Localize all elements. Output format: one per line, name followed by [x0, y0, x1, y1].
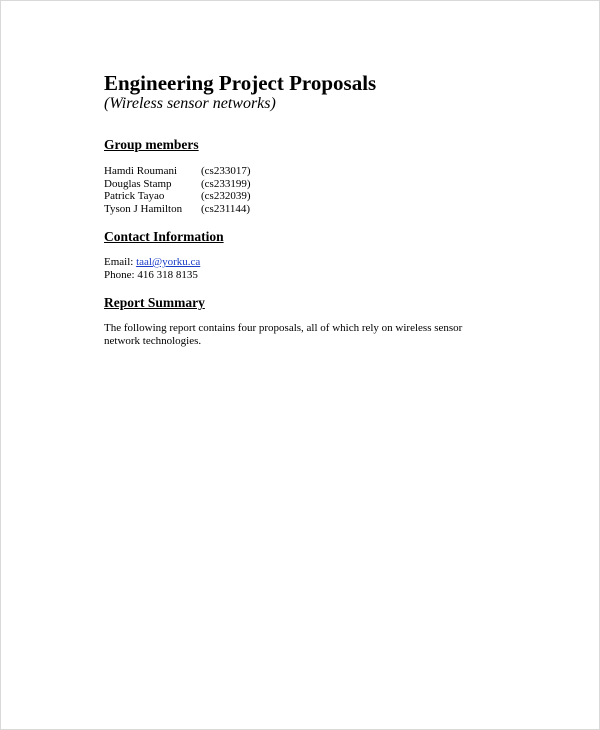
member-name: Hamdi Roumani [104, 165, 178, 177]
member-row [104, 178, 544, 191]
contact-block [104, 256, 544, 281]
member-name: Tyson J Hamilton [104, 202, 183, 215]
member-id: (cs233017) [201, 165, 251, 177]
contact-information-heading: Contact Information [104, 229, 224, 244]
member-row [104, 190, 544, 203]
member-row [104, 203, 544, 216]
report-summary-text: The following report contains four proposals, all of which rely on wireless sensor network technologies. [104, 322, 463, 347]
email-label: Email: [104, 256, 137, 268]
member-name: Douglas Stamp [104, 177, 172, 190]
document-subtitle: (Wireless sensor networks) [104, 95, 276, 112]
phone-line [104, 269, 544, 282]
group-members-heading: Group members [104, 137, 199, 152]
report-summary-heading: Report Summary [104, 295, 205, 310]
email-line [104, 256, 544, 269]
member-id: (cs233199) [201, 177, 251, 190]
member-id: (cs232039) [201, 190, 251, 202]
phone-label: Phone: [104, 268, 138, 281]
document-title: Engineering Project Proposals [104, 71, 377, 95]
member-row [104, 165, 544, 178]
email-link[interactable]: taal@yorku.ca [136, 256, 201, 268]
page-content [104, 71, 544, 358]
member-name: Patrick Tayao [104, 190, 165, 202]
phone-number: 416 318 8135 [137, 268, 198, 281]
member-id: (cs231144) [201, 202, 251, 215]
members-list [104, 165, 544, 215]
